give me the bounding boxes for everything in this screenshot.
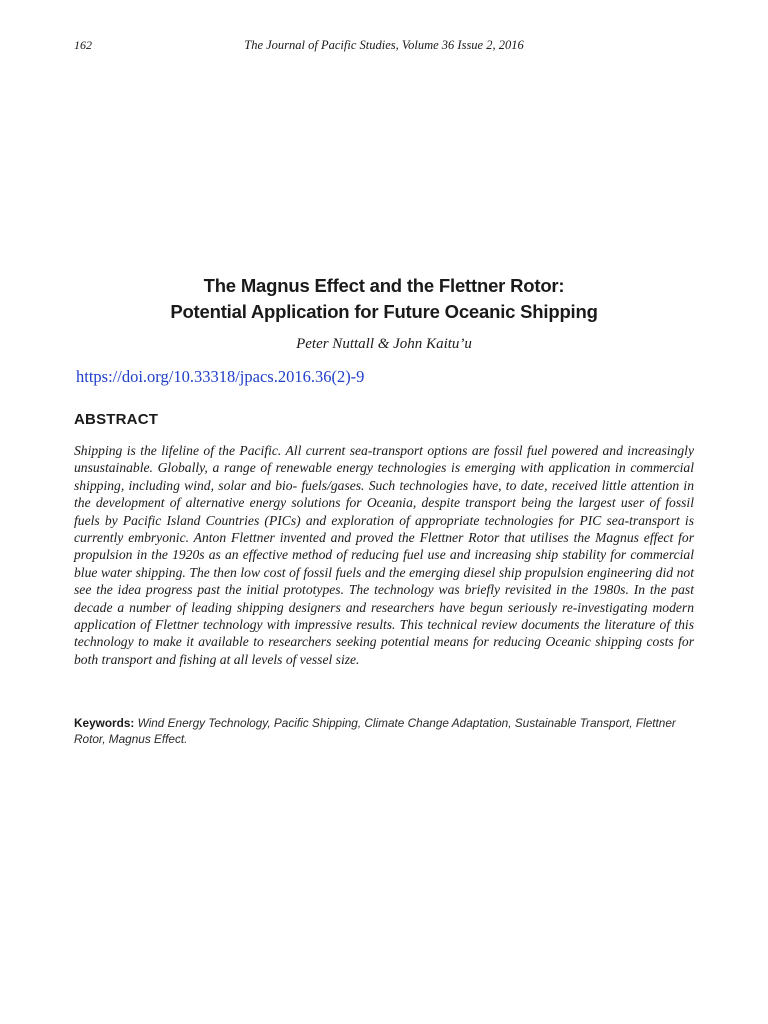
page-number: 162 (74, 38, 92, 52)
doi-link[interactable]: https://doi.org/10.33318/jpacs.2016.36(2)-9 (76, 367, 365, 386)
keywords-label: Keywords: (74, 716, 135, 730)
abstract-text: Shipping is the lifeline of the Pacific. All current sea-transport options are fossil fuel powered and increasingly unsustainable. Globally, a range of renewable energy technologies is emerging with application in commercial shipping, including wind, solar and bio- fuels/gases. Such technologies have, to date, received little attention in the development of alternative energy solutions for Oceania, despite transport being the largest user of fossil fuels by Pacific Island Countries (PICs) and exploration of appropriate technologies for PIC sea-transport is currently embryonic. Anton Flettner invented and proved the Flettner Rotor that utilises the Magnus effect for propulsion in the 1920s as an effective method of reducing fuel use and increasing ship stability for commercial blue water shipping. The then low cost of fossil fuels and the emerging diesel ship propulsion engineering did not see the idea progress past the initial prototypes. The technology was briefly revisited in the 1980s. In the past decade a number of leading shipping designers and researchers have begun seriously re-investigating modern application of Flettner technology with impressive results. This technical review documents the literature of this technology to make it available to researchers seeking potential means for reducing Oceanic shipping costs for both transport and fishing at all levels of vessel size. (74, 443, 694, 667)
article-title (60, 273, 708, 325)
author-list: Peter Nuttall & John Kaitu’u (296, 336, 472, 352)
abstract-heading: ABSTRACT (74, 411, 159, 428)
keywords-list: Wind Energy Technology, Pacific Shipping, Climate Change Adaptation, Sustainable Transport, Flettner Rotor, Magnus Effect. (74, 716, 676, 746)
title-line-1: The Magnus Effect and the Flettner Rotor: (203, 275, 565, 296)
keywords-section (74, 715, 694, 747)
title-line-2: Potential Application for Future Oceanic Shipping (170, 301, 598, 322)
running-header: The Journal of Pacific Studies, Volume 36 Issue 2, 2016 (244, 38, 524, 52)
